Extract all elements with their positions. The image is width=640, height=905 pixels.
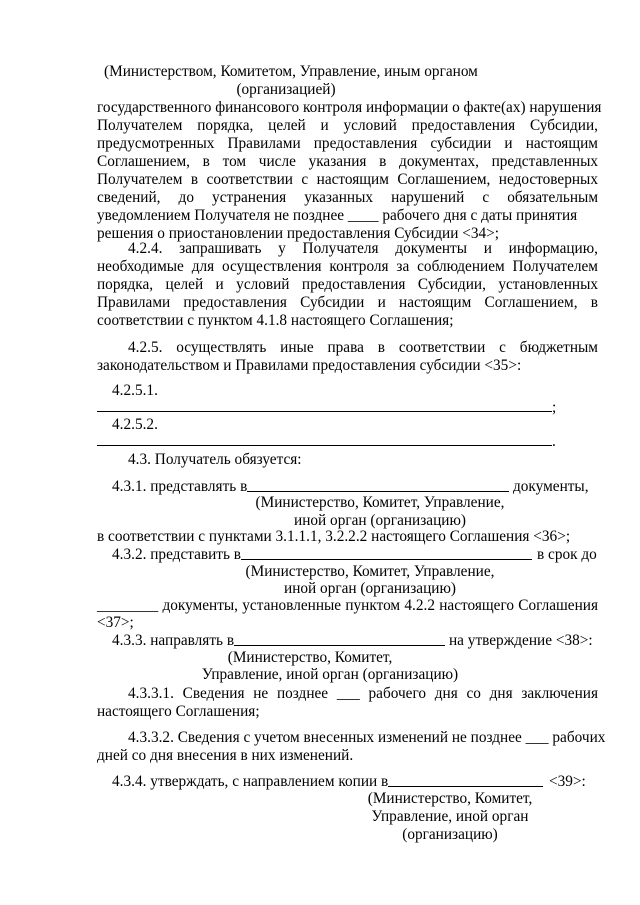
fill-line [241,559,532,560]
text-line: предусмотренных Правилами предоставления субсидии и настоящим [97,135,598,152]
text-fragment: 4.3.3.1. Сведения не позднее [128,685,329,702]
blank-field: ___ [336,685,360,702]
text-fragment: документы, [513,478,589,495]
text-line: соответствии с пунктом 4.1.8 настоящего Соглашения; [97,312,454,329]
text-line [97,597,598,615]
text-fragment: уведомлением Получателя не позднее [97,207,345,224]
organ-caption: (Министерство, Комитет, [227,649,393,666]
text-line: государственного финансового контроля информации о факте(ах) нарушения [97,99,602,116]
fill-line [388,786,543,787]
fill-line [247,491,509,492]
text-fragment: документы, установленные пунктом 4.2.2 настоящего Соглашения [162,597,598,614]
line-end-mark: ; [552,399,557,416]
paragraph-4-3-1: 4.3.1. представлять в [112,478,248,495]
text-line: законодательством и Правилами предоставления субсидии <35>: [97,357,522,374]
paragraph-4-3-2: 4.3.2. представить в [112,546,242,563]
text-fragment: <39>: [549,773,586,790]
text-line: решения о приостановлении предоставления Субсидии <34>; [97,225,500,242]
text-line [97,207,577,225]
text-fragment: рабочих [552,729,606,746]
text-line: Получателем в соответствии с настоящим Соглашением, недостоверных [97,171,598,188]
blank-field: ________ [97,597,159,614]
text-line: Правилами предоставления Субсидии и настоящим Соглашением, в [97,294,598,311]
text-line: Соглашением, в том числе указания в документах, представленных [97,153,598,170]
text-line: сведений, до устранения указанных нарушений с обязательным [97,189,598,206]
fill-line [97,445,552,446]
fill-line [234,645,445,646]
paragraph-4-3-3: 4.3.3. направлять в [112,632,235,649]
item-label: 4.2.5.2. [112,416,158,433]
text-line: порядка, целей и условий предоставления Субсидии, установленных [97,276,598,293]
text-fragment: рабочего дня со дня заключения [368,685,598,702]
text-fragment: 4.3.3.2. Сведения с учетом внесенных изменений не позднее [128,729,522,746]
fill-line [97,411,552,412]
text-line: Получателем порядка, целей и условий предоставления Субсидии, [97,117,598,134]
text-line: в соответствии с пунктами 3.1.1.1, 3.2.2.2 настоящего Соглашения <36>; [97,528,571,545]
blank-field: ____ [347,207,379,224]
paragraph-4-2-4: 4.2.4. запрашивать у Получателя документы и информацию, [128,240,598,257]
paragraph-4-3-3-1 [128,685,598,703]
text-line: настоящего Соглашения; [97,703,260,720]
text-fragment: на утверждение <38>: [449,632,593,649]
paragraph-4-3-3-2 [128,729,606,747]
organ-caption: Управление, иной орган [371,808,529,825]
organ-caption: иной орган (организацию) [284,580,456,597]
organ-caption: иной орган (организацию) [294,512,466,529]
organ-caption: (Министерством, Комитетом, Управление, иным органом [104,63,478,80]
text-fragment: рабочего дня с даты принятия [382,207,578,224]
text-line: дней со дня внесения в них изменений. [97,747,354,764]
organ-caption: Управление, иной орган (организацию) [201,666,459,683]
text-fragment: в срок до [537,546,597,563]
organ-caption: (организацию) [402,826,498,843]
text-line: <37>; [97,614,134,631]
blank-field: ___ [525,729,549,746]
item-label: 4.2.5.1. [112,382,158,399]
organ-caption: (организацией) [236,81,336,98]
paragraph-4-3-4: 4.3.4. утверждать, с направлением копии в [112,773,389,790]
organ-caption: (Министерство, Комитет, [367,790,533,807]
organ-caption: (Министерство, Комитет, Управление, [255,494,505,511]
paragraph-4-2-5: 4.2.5. осуществлять иные права в соответствии с бюджетным [128,339,598,356]
line-end-mark: . [552,433,556,450]
section-heading: 4.3. Получатель обязуется: [128,451,302,468]
text-line: необходимые для осуществления контроля за соблюдением Получателем [97,258,598,275]
organ-caption: (Министерство, Комитет, Управление, [245,563,495,580]
